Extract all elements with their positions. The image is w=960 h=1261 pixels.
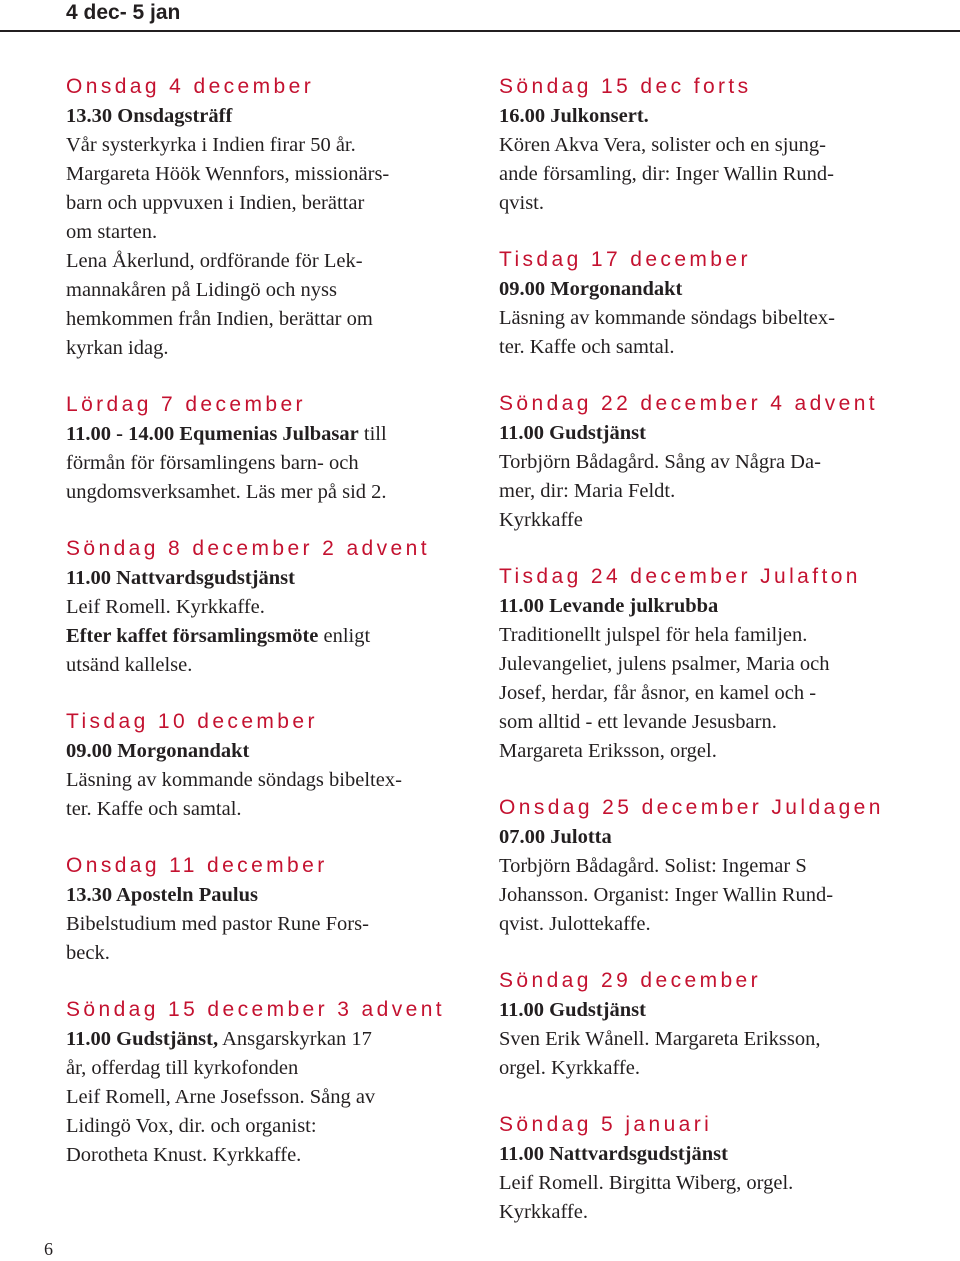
text-line	[66, 449, 481, 478]
event-time-title: 13.30 Aposteln Paulus	[66, 884, 258, 906]
text-run: enligt	[318, 625, 371, 647]
text-run: Traditionellt julspel för hela familjen.	[499, 624, 808, 646]
day-heading: Tisdag 24 december Julafton	[499, 565, 861, 588]
event-time-title: 09.00 Morgonandakt	[499, 278, 683, 300]
event-day-section	[66, 534, 481, 680]
text-run: kyrkan idag.	[66, 337, 169, 359]
event-time-title: 11.00 Gudstjänst	[499, 422, 646, 444]
text-run: Vår systerkyrka i Indien firar 50 år.	[66, 134, 356, 156]
day-heading: Söndag 15 dec forts	[499, 75, 752, 98]
day-heading: Onsdag 4 december	[66, 75, 315, 98]
text-line	[66, 247, 481, 276]
text-run: Johansson. Organist: Inger Wallin Rund-	[499, 884, 834, 906]
text-run: Torbjörn Bådagård. Sång av Några Da-	[499, 451, 821, 473]
text-line	[66, 766, 481, 795]
text-run: Leif Romell. Birgitta Wiberg, orgel.	[499, 1172, 794, 1194]
day-heading: Söndag 5 januari	[499, 1113, 713, 1136]
event-time-title: 16.00 Julkonsert.	[499, 105, 649, 127]
right-column	[499, 72, 944, 1254]
text-line	[66, 651, 481, 680]
left-column	[66, 72, 481, 1197]
event-day-section	[499, 245, 944, 362]
day-heading: Söndag 29 december	[499, 969, 762, 992]
text-line	[499, 592, 944, 621]
event-day-section	[499, 562, 944, 766]
text-line	[499, 650, 944, 679]
event-time-title: 09.00 Morgonandakt	[66, 740, 250, 762]
text-run: Julevangeliet, julens psalmer, Maria och	[499, 653, 830, 675]
text-line	[66, 1083, 481, 1112]
event-time-title: 13.30 Onsdagsträff	[66, 105, 233, 127]
text-line	[499, 996, 944, 1025]
text-run: ande församling, dir: Inger Wallin Rund-	[499, 163, 835, 185]
event-day-section	[499, 1110, 944, 1227]
text-line	[66, 478, 481, 507]
text-line	[66, 1141, 481, 1170]
text-run: Josef, herdar, får åsnor, en kamel och -	[499, 682, 817, 704]
text-line	[499, 102, 944, 131]
text-line	[499, 477, 944, 506]
text-line	[499, 448, 944, 477]
text-line	[499, 910, 944, 939]
text-line	[499, 1198, 944, 1227]
text-run: Läsning av kommande söndags bibeltex-	[66, 769, 402, 791]
text-run: Leif Romell, Arne Josefsson. Sång av	[66, 1086, 376, 1108]
text-line	[66, 910, 481, 939]
text-line	[66, 795, 481, 824]
text-line	[66, 420, 481, 449]
text-run: Kyrkkaffe	[499, 509, 583, 531]
text-run: Dorotheta Knust. Kyrkkaffe.	[66, 1144, 302, 1166]
text-line	[499, 737, 944, 766]
day-heading: Tisdag 17 december	[499, 248, 751, 271]
text-run: ungdomsverksamhet. Läs mer på sid 2.	[66, 481, 387, 503]
event-day-section	[66, 72, 481, 363]
event-time-title: 11.00 Nattvardsgudstjänst	[66, 567, 295, 589]
text-run: om starten.	[66, 221, 158, 243]
page-header-title: 4 dec- 5 jan	[66, 1, 181, 24]
text-line	[66, 1054, 481, 1083]
text-line	[499, 679, 944, 708]
text-run: utsänd kallelse.	[66, 654, 193, 676]
text-run: Bibelstudium med pastor Rune Fors-	[66, 913, 369, 935]
event-day-section	[66, 995, 481, 1170]
text-run: beck.	[66, 942, 110, 964]
text-line	[499, 1140, 944, 1169]
text-line	[66, 218, 481, 247]
text-line	[66, 102, 481, 131]
event-day-section	[499, 72, 944, 218]
text-line	[66, 160, 481, 189]
text-line	[66, 622, 481, 651]
text-run: Kören Akva Vera, solister och en sjung-	[499, 134, 826, 156]
text-run: som alltid - ett levande Jesusbarn.	[499, 711, 777, 733]
page-number: 6	[44, 1239, 53, 1259]
text-run: år, offerdag till kyrkofonden	[66, 1057, 299, 1079]
text-line	[499, 419, 944, 448]
text-run: mer, dir: Maria Feldt.	[499, 480, 676, 502]
text-line	[66, 1025, 481, 1054]
event-time-title: 11.00 Levande julkrubba	[499, 595, 719, 617]
text-line	[66, 1112, 481, 1141]
text-run: Leif Romell. Kyrkkaffe.	[66, 596, 265, 618]
text-line	[499, 708, 944, 737]
day-heading: Onsdag 25 december Juldagen	[499, 796, 884, 819]
day-heading: Söndag 8 december 2 advent	[66, 537, 430, 560]
text-run: mannakåren på Lidingö och nyss	[66, 279, 337, 301]
text-line	[499, 189, 944, 218]
text-line	[66, 593, 481, 622]
event-time-title: 11.00 - 14.00 Equmenias Julbasar	[66, 423, 359, 445]
text-line	[66, 564, 481, 593]
text-run: barn och uppvuxen i Indien, berättar	[66, 192, 365, 214]
text-run: qvist.	[499, 192, 544, 214]
text-run: ter. Kaffe och samtal.	[66, 798, 242, 820]
event-time-title: 11.00 Gudstjänst	[499, 999, 646, 1021]
text-line	[66, 737, 481, 766]
event-time-title: Efter kaffet församlingsmöte	[66, 625, 319, 647]
text-run: Torbjörn Bådagård. Solist: Ingemar S	[499, 855, 807, 877]
text-line	[499, 1054, 944, 1083]
text-run: Margareta Höök Wennfors, missionärs-	[66, 163, 390, 185]
text-line	[499, 160, 944, 189]
text-run: till	[358, 423, 387, 445]
day-heading: Tisdag 10 december	[66, 710, 318, 733]
text-line	[499, 506, 944, 535]
text-line	[66, 189, 481, 218]
text-line	[499, 823, 944, 852]
event-time-title: 11.00 Gudstjänst,	[66, 1028, 219, 1050]
event-day-section	[499, 389, 944, 535]
text-line	[66, 305, 481, 334]
text-run: Sven Erik Wånell. Margareta Eriksson,	[499, 1028, 821, 1050]
text-line	[66, 881, 481, 910]
text-run: orgel. Kyrkkaffe.	[499, 1057, 640, 1079]
text-line	[499, 304, 944, 333]
event-time-title: 07.00 Julotta	[499, 826, 612, 848]
text-run: Lidingö Vox, dir. och organist:	[66, 1115, 317, 1137]
text-run: hemkommen från Indien, berättar om	[66, 308, 373, 330]
day-heading: Söndag 15 december 3 advent	[66, 998, 446, 1021]
text-run: Läsning av kommande söndags bibeltex-	[499, 307, 835, 329]
text-line	[499, 852, 944, 881]
text-line	[66, 334, 481, 363]
text-line	[499, 333, 944, 362]
text-line	[499, 621, 944, 650]
text-line	[499, 1169, 944, 1198]
text-run: Ansgarskyrkan 17	[218, 1028, 372, 1050]
text-line	[499, 1025, 944, 1054]
event-time-title: 11.00 Nattvardsgudstjänst	[499, 1143, 728, 1165]
event-day-section	[499, 793, 944, 939]
event-day-section	[66, 390, 481, 507]
text-line	[499, 881, 944, 910]
day-heading: Lördag 7 december	[66, 393, 306, 416]
text-run: Kyrkkaffe.	[499, 1201, 588, 1223]
text-run: Lena Åkerlund, ordförande för Lek-	[66, 250, 363, 272]
text-line	[499, 131, 944, 160]
event-day-section	[499, 966, 944, 1083]
text-line	[66, 131, 481, 160]
header-rule	[0, 30, 960, 32]
text-run: förmån för församlingens barn- och	[66, 452, 359, 474]
day-heading: Onsdag 11 december	[66, 854, 328, 877]
text-line	[499, 275, 944, 304]
text-line	[66, 276, 481, 305]
event-day-section	[66, 707, 481, 824]
day-heading: Söndag 22 december 4 advent	[499, 392, 879, 415]
text-run: qvist. Julottekaffe.	[499, 913, 651, 935]
text-run: Margareta Eriksson, orgel.	[499, 740, 717, 762]
event-day-section	[66, 851, 481, 968]
text-line	[66, 939, 481, 968]
text-run: ter. Kaffe och samtal.	[499, 336, 675, 358]
